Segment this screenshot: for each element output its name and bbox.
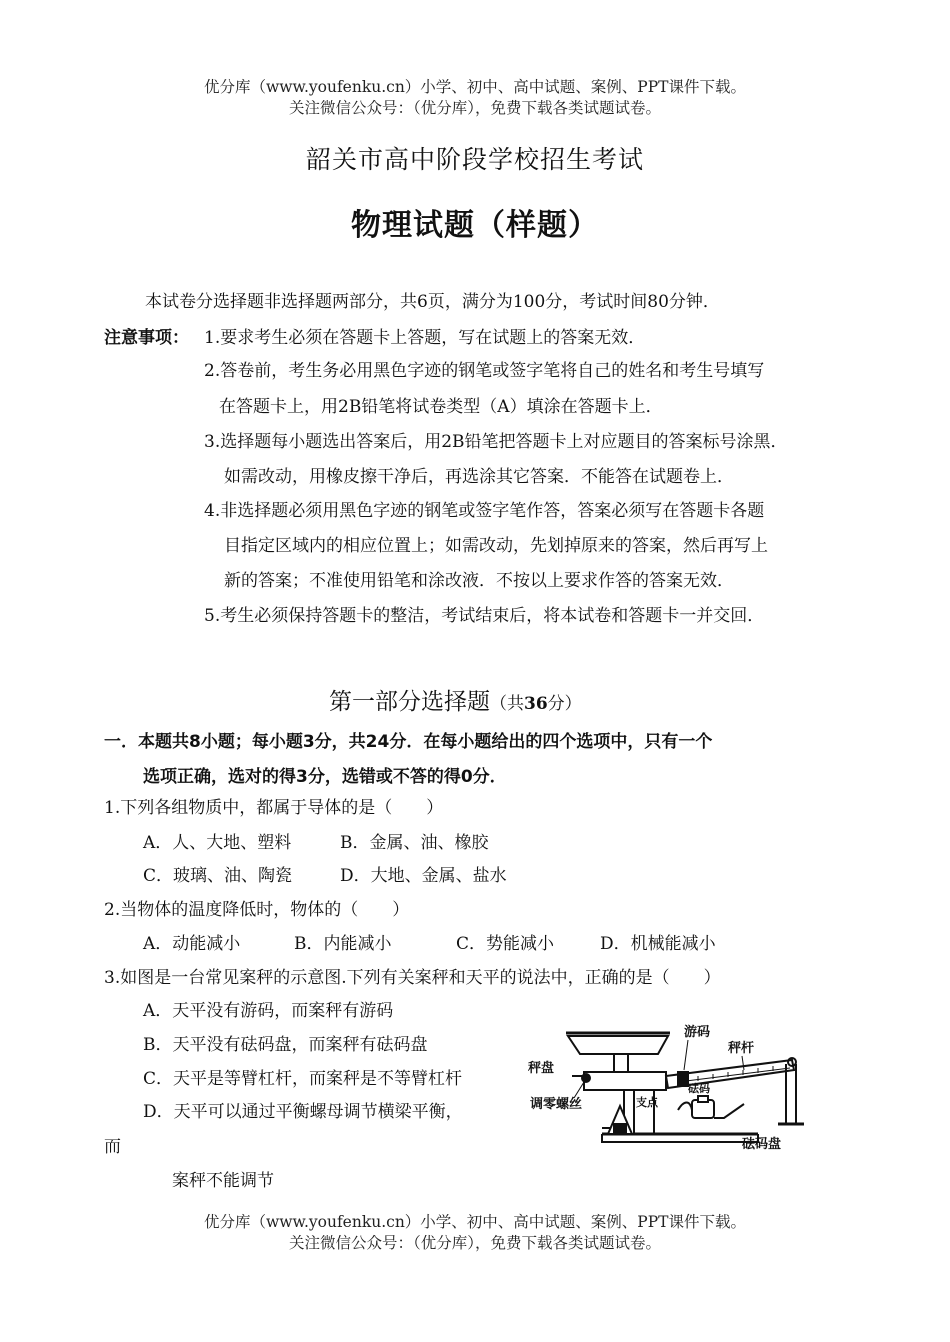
q3-option-d-line1: D．天平可以通过平衡螺母调节横梁平衡，: [143, 1102, 463, 1122]
note-4b: 目指定区域内的相应位置上；如需改动，先划掉原来的答案，然后再写上: [224, 536, 768, 556]
part1-score-pre: （共: [490, 694, 524, 714]
q1-option-c: C．玻璃、油、陶瓷: [143, 866, 293, 886]
q2-option-d: D．机械能减小: [600, 934, 716, 954]
q1-option-b: B．金属、油、橡胶: [340, 833, 489, 853]
q2-option-c: C．势能减小: [456, 934, 555, 954]
part1-score-post: 分）: [547, 694, 582, 714]
note-4c: 新的答案；不准使用铅笔和涂改液．不按以上要求作答的答案无效．: [224, 571, 734, 591]
scale-drawing: [566, 1033, 804, 1142]
label-chenggan: 秤杆: [728, 1041, 755, 1056]
q3-stem: 3.如图是一台常见案秤的示意图.下列有关案秤和天平的说法中，正确的是（ ）: [104, 968, 721, 988]
label-famapan: 砝码盘: [742, 1137, 782, 1152]
footer-line-2: 关注微信公众号：（优分库），免费下载各类试题试卷。: [288, 1234, 661, 1252]
q3-option-b: B．天平没有砝码盘，而案秤有砝码盘: [143, 1035, 428, 1055]
note-5: 5.考生必须保持答题卡的整洁，考试结束后，将本试卷和答题卡一并交回．: [204, 606, 765, 626]
section1-line2: 选项正确，选对的得3分，选错或不答的得0分．: [143, 767, 507, 787]
q3-option-d-line3: 案秤不能调节: [172, 1171, 274, 1191]
section1-line1: 一．本题共8小题；每小题3分，共24分．在每小题给出的四个选项中，只有一个: [104, 732, 713, 752]
part1-score-num: 36: [524, 694, 548, 714]
q2-stem: 2.当物体的温度降低时，物体的（ ）: [104, 900, 410, 920]
note-4a: 4.非选择题必须用黑色字迹的钢笔或签字笔作答，答案必须写在答题卡各题: [204, 501, 765, 521]
label-tiaoling: 调零螺丝: [530, 1097, 583, 1112]
q2-option-a: A．动能减小: [143, 934, 241, 954]
label-fama: 砝码: [688, 1082, 710, 1095]
q3-option-d-line2: 而: [104, 1137, 121, 1157]
exam-subtitle: 物理试题（样题）: [351, 208, 599, 243]
q3-option-a: A．天平没有游码，而案秤有游码: [143, 1001, 394, 1021]
note-3a: 3.选择题每小题选出答案后，用2B铅笔把答题卡上对应题目的答案标号涂黑．: [204, 432, 788, 452]
q1-stem: 1.下列各组物质中，都属于导体的是（ ）: [104, 798, 444, 818]
q3-option-c: C．天平是等臂杠杆，而案秤是不等臂杠杆: [143, 1069, 463, 1089]
platform-scale-figure: [528, 1018, 818, 1158]
note-3b: 如需改动，用橡皮擦干净后，再选涂其它答案．不能答在试题卷上．: [224, 467, 734, 487]
label-zhidian: 支点: [636, 1096, 658, 1109]
header-line-1: 优分库（www.youfenku.cn）小学、初中、高中试题、案例、PPT课件下载。: [203, 78, 747, 96]
q1-option-d: D．大地、金属、盐水: [340, 866, 507, 886]
label-chengpan: 秤盘: [528, 1061, 555, 1076]
label-youma: 游码: [684, 1025, 711, 1040]
footer-line-1: 优分库（www.youfenku.cn）小学、初中、高中试题、案例、PPT课件下载。: [203, 1213, 747, 1231]
part1-heading: [329, 683, 582, 716]
note-2b: 在答题卡上，用2B铅笔将试卷类型（A）填涂在答题卡上．: [219, 397, 663, 417]
exam-intro: 本试卷分选择题非选择题两部分，共6页，满分为100分，考试时间80分钟．: [145, 292, 720, 312]
q1-option-a: A．人、大地、塑料: [143, 833, 292, 853]
part1-title: 第一部分选择题: [329, 689, 490, 715]
q2-option-b: B．内能减小: [294, 934, 392, 954]
notes-label: 注意事项：: [104, 328, 189, 348]
exam-title: 韶关市高中阶段学校招生考试: [305, 145, 644, 174]
note-1: 1.要求考生必须在答题卡上答题，写在试题上的答案无效．: [204, 328, 646, 348]
note-2a: 2.答卷前，考生务必用黑色字迹的钢笔或签字笔将自己的姓名和考生号填写: [204, 361, 765, 381]
header-line-2: 关注微信公众号：（优分库），免费下载各类试题试卷。: [288, 99, 661, 117]
